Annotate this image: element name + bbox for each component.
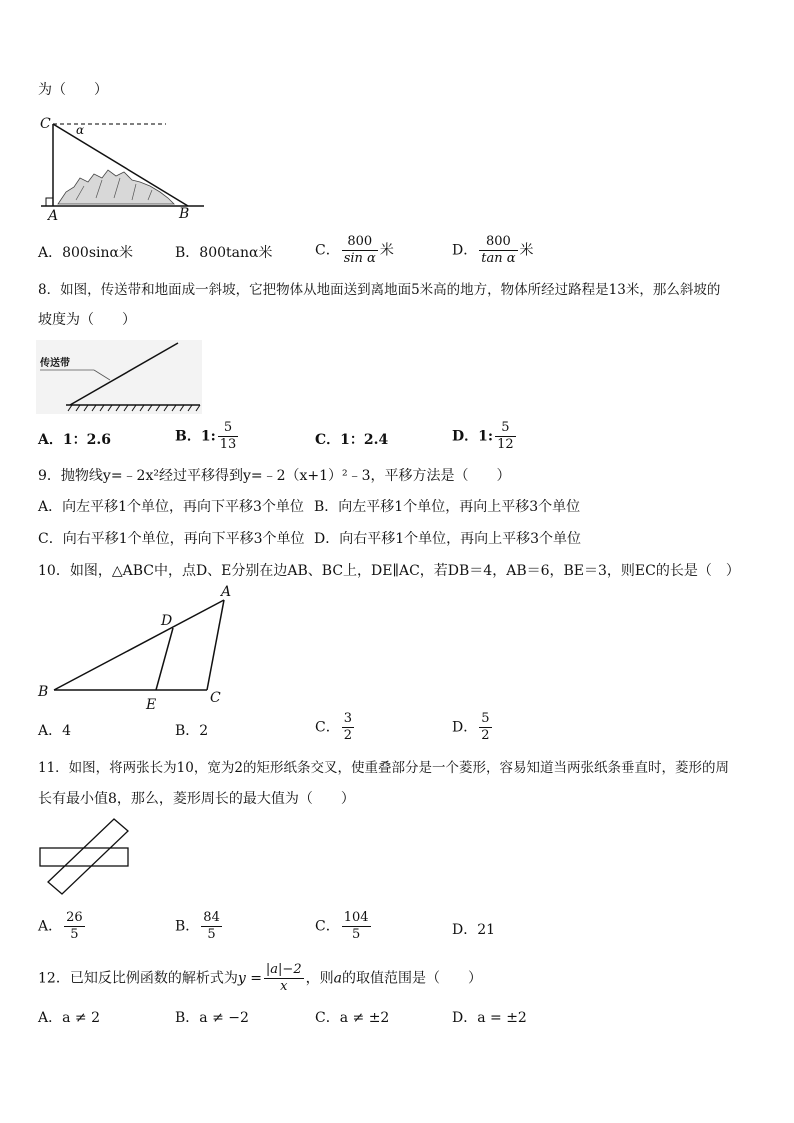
q7-option-c [315, 234, 394, 267]
q8-stem-line1: 8．如图，传送带和地面成一斜坡，它把物体从地面送到离地面5米高的地方，物体所经过路程是13米，那么斜坡的 [38, 282, 721, 298]
q10-option-d-den: 2 [481, 728, 490, 743]
q8-option-b-num: 5 [223, 420, 233, 435]
q10-label-a: A [221, 584, 232, 600]
q8-option-b-fraction [218, 420, 239, 453]
q11-option-b-den: 5 [201, 926, 222, 943]
q11-option-c-num: 104 [343, 910, 369, 925]
q12-stem [38, 962, 482, 995]
q12-option-c: C．a ≠ ±2 [315, 1010, 390, 1026]
q8-option-b [175, 420, 240, 453]
q11-option-b-fraction [201, 910, 222, 943]
q11-option-c [315, 910, 373, 943]
q7-option-b: B．800tanα米 [175, 245, 273, 261]
q7-figure [36, 112, 206, 224]
q7-option-d-unit: 米 [519, 242, 534, 259]
q7-option-c-unit: 米 [379, 242, 394, 259]
q10-option-d-fraction [479, 711, 491, 744]
q11-option-b-num: 84 [203, 910, 220, 925]
q10-option-b: B．2 [175, 723, 209, 739]
q10-label-d: D [161, 613, 173, 629]
q10-option-c-prefix: C． [315, 719, 340, 736]
q7-option-d-prefix: D． [452, 242, 478, 259]
q11-stem-line2: 长有最小值8，那么，菱形周长的最大值为（ ） [38, 791, 355, 807]
q11-option-a-den: 5 [64, 926, 85, 943]
q12-option-d: D．a = ±2 [452, 1010, 527, 1026]
q8-figure-label: 传送带 [40, 358, 70, 369]
q12-fraction-num: |a|−2 [265, 962, 302, 977]
q9-option-c: C．向右平移1个单位，再向下平移3个单位 [38, 531, 305, 547]
q11-option-c-prefix: C． [315, 918, 340, 935]
q11-option-a-num: 26 [66, 910, 83, 925]
q8-option-d-prefix: D．1: [452, 428, 494, 445]
q11-option-b-prefix: B． [175, 918, 200, 935]
q11-figure [36, 814, 136, 898]
q12-stem-mid: ，则 [305, 970, 334, 987]
q8-option-d-num: 5 [501, 420, 510, 435]
q12-y-eq: y = [237, 970, 262, 987]
q8-option-b-den: 13 [219, 437, 237, 452]
q10-option-c [315, 711, 356, 744]
q12-stem-post: 的取值范围是（ ） [341, 970, 482, 987]
q10-figure [34, 582, 244, 714]
q10-option-d [452, 711, 494, 744]
q11-option-c-den: 5 [342, 926, 371, 943]
q7-label-alpha: α [76, 123, 85, 137]
q11-option-a-prefix: A． [38, 918, 63, 935]
q9-stem: 9．抛物线y=﹣2x²经过平移得到y=﹣2（x+1）²﹣3，平移方法是（ ） [38, 468, 511, 484]
q9-option-d: D．向右平移1个单位，再向上平移3个单位 [314, 531, 582, 547]
q10-option-a: A．4 [38, 723, 72, 739]
q12-fraction-den: x [264, 978, 304, 995]
q7-option-c-num: 800 [347, 234, 373, 249]
q7-option-d [452, 234, 534, 267]
q8-option-c: C．1：2.4 [315, 432, 389, 448]
q7-label-c: C [40, 116, 51, 132]
q7-option-a: A．800sinα米 [38, 245, 133, 261]
q8-option-b-prefix: B．1: [175, 428, 216, 445]
q7-option-d-num: 800 [485, 234, 511, 249]
q11-option-c-fraction [342, 910, 371, 943]
q7-option-c-den: sin α [343, 251, 376, 266]
q12-stem-pre: 12．已知反比例函数的解析式为 [38, 970, 238, 987]
q8-stem-line2: 坡度为（ ） [38, 312, 136, 328]
q11-option-d: D．21 [452, 922, 496, 938]
q7-label-a: A [48, 208, 59, 224]
q12-option-a: A．a ≠ 2 [38, 1010, 100, 1026]
q7-option-d-den: tan α [481, 251, 516, 266]
q8-option-d-den: 12 [497, 437, 514, 452]
q10-stem: 10．如图，△ABC中，点D、E分别在边AB、BC上，DE∥AC，若DB＝4，AB＝6，BE＝3，则EC的长是（ ） [38, 563, 740, 579]
q10-option-d-prefix: D． [452, 719, 478, 736]
q11-option-b [175, 910, 224, 943]
q8-figure [36, 340, 202, 414]
q10-label-e: E [146, 697, 157, 713]
q10-option-d-num: 5 [481, 711, 490, 726]
q7-option-d-fraction [479, 234, 517, 267]
q8-option-d [452, 420, 518, 453]
q9-option-b: B．向左平移1个单位，再向上平移3个单位 [314, 499, 581, 515]
q12-fraction [264, 962, 304, 995]
q7-option-c-fraction [342, 234, 378, 267]
q12-var-a: a [333, 970, 342, 987]
q10-option-c-den: 2 [343, 728, 352, 743]
q11-option-a [38, 910, 87, 943]
q7-label-b: B [179, 206, 190, 222]
q7-stem-tail: 为（ ） [38, 82, 108, 98]
q8-option-a: A．1：2.6 [38, 432, 111, 448]
q8-option-d-fraction [495, 420, 516, 453]
q7-option-c-prefix: C． [315, 242, 340, 259]
q10-label-b: B [38, 684, 49, 700]
q10-option-c-num: 3 [343, 711, 352, 726]
q10-label-c: C [210, 690, 221, 706]
q10-option-c-fraction [342, 711, 354, 744]
q11-option-a-fraction [64, 910, 85, 943]
q12-option-b: B．a ≠ −2 [175, 1010, 249, 1026]
q9-option-a: A．向左平移1个单位，再向下平移3个单位 [38, 499, 304, 515]
q11-stem-line1: 11．如图，将两张长为10，宽为2的矩形纸条交叉，使重叠部分是一个菱形，容易知道当两张纸条垂直时，菱形的周 [38, 760, 729, 776]
